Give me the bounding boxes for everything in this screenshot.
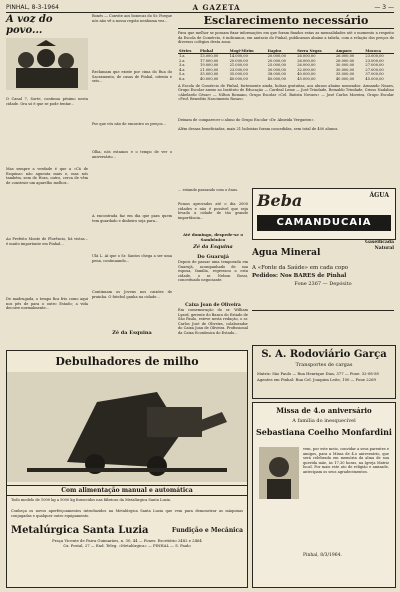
table-cell: 40.000,00 xyxy=(267,76,286,81)
table-cell: 1.a xyxy=(179,54,185,58)
table-cell: 23.000,00 xyxy=(365,58,384,63)
paragraph: De madrugada, o tempo fica frio como aqui nos pés de para o outro Estado; a vida decorre normalmente... xyxy=(6,297,88,311)
table-cell: 21.000,00 xyxy=(229,63,248,68)
header-date: PINHAL, 8-3-1964 xyxy=(6,3,59,11)
table-cell: 35.000,00 xyxy=(335,72,355,77)
agua-type: Gaseificada Natural xyxy=(365,240,394,251)
table-cell: 27.000,00 xyxy=(365,67,384,72)
memorial-date: Pinhal, 8/3/1964. xyxy=(303,553,342,558)
table-cell: 45.000,00 xyxy=(365,76,384,81)
memorial-notice xyxy=(252,402,396,588)
agua-title: Agua Mineral xyxy=(252,248,321,258)
paragraph: Em comemoração do sr. William Lyard, gerente do Banco do Estado de São Paulo, esteve nesta redação, o sr. Carlos José de Oliveira, colaborador do Caixa Joan de Oliveira. Profissional da Caixa Econômica do Estado... xyxy=(178,308,248,335)
company-name: Metalúrgica Santa Luzia xyxy=(11,525,149,536)
table-cell: 37.000,00 xyxy=(365,72,384,77)
table-cell: 3.a xyxy=(179,63,185,68)
machine-ad xyxy=(6,350,248,588)
paragraph: O Canal 7, Sorte, continua pésimo nesta cidade. Ora só é que se pode tentar... xyxy=(6,97,88,106)
machine-subtitle: Com alimentação manual e automática xyxy=(7,485,247,496)
table-cell: 40.000,00 xyxy=(200,76,219,81)
announcement-note: Deixam de comparecer o aluno do Grupo Escolar «Dr. Almeida Vergueiro». xyxy=(178,117,315,122)
table-cell: 32.000,00 xyxy=(297,67,316,72)
paragraph: Ao Prefeito Monte de Florêncio, há vistas... é muito importante em Pinhal... xyxy=(6,237,88,246)
crowd-illustration xyxy=(6,38,88,90)
table-cell: 40.000,00 xyxy=(229,76,248,81)
table-cell: 23.000,00 xyxy=(365,54,384,58)
newspaper-header xyxy=(6,2,394,13)
table-cell: 27.000,00 xyxy=(365,63,384,68)
table-cell: 30.000,00 xyxy=(335,63,355,68)
beba-ad xyxy=(252,188,396,240)
paragraph: Mas sempre a verdade é que a «Cá de Esquina» não aguenta mais e, mas nós também, sem de Hora, outro, cerca de vêm de construir um aparelho melhor... xyxy=(6,167,88,185)
paragraph: Olha, nós estamos e o tempo de ver o aniversário... xyxy=(92,150,172,159)
table-cell: 38.000,00 xyxy=(267,72,286,77)
paragraph: Reclamam que existe por cima do Rua do Sacramento, de casas de Pinhal, oitenta e seis... xyxy=(92,70,172,84)
memorial-subtitle: A família do inesquecível xyxy=(292,418,356,424)
beba-word: Beba xyxy=(257,191,303,210)
machine-footer: Cx. Postal, 27 — End. Teleg. «Metalúrgica» — PINHAL — S. Paulo xyxy=(63,543,191,548)
paragraph: Fomos aprovados até o dia 2000 cidades e não é possível que seja levado a cidade de tão grande importância... xyxy=(178,202,248,220)
table-cell: 5.a xyxy=(179,72,185,77)
table-header: Mococa xyxy=(364,49,394,54)
table-cell: 4.a xyxy=(179,67,185,72)
newspaper-title: A GAZETA xyxy=(192,2,241,12)
table-cell: 35.000,00 xyxy=(229,72,248,77)
company-agent: Agentes em Pinhal: Rua Cel. Joaquim Leite, 100 — Fone 2269 xyxy=(257,377,376,382)
paragraph: A encontrada faz em dia que para quem tem guardado e dinheiro seja para... xyxy=(92,214,172,223)
announcement-note: Além dessas beneficiadas, mais 21 bolsistas foram concedidas, sem total de 400 alunos. xyxy=(178,126,339,131)
table-header: Mogi-Mirim xyxy=(229,49,267,54)
table-cell: 45.000,00 xyxy=(297,76,316,81)
table-cell: 2.a xyxy=(179,58,185,63)
table-cell: 26.000,00 xyxy=(335,58,355,63)
table-cell: 30.000,00 xyxy=(335,67,355,72)
company-address: Matriz: São Paulo — Rua Henrique Dias, 377 — Fone: 32-08-58 xyxy=(257,371,379,376)
column-signature: Zé da Esquina xyxy=(193,244,233,250)
machine-desc: Todo modelo de 1000 kg a 5000 kg fornecidos nas fábricas da Metalúrgica Santa Luzia. xyxy=(11,498,172,502)
table-cell: 25.000,00 xyxy=(267,63,286,68)
table-cell: 20.000,00 xyxy=(267,58,286,63)
announcement-intro: Para que melhor se possam fixar informações em que foram fixados estas as mensalidades até o momento a respeito da Escola de Comércio, é indicamos, em anúncio do Pinhal, publicamos abaixo a tabela, com a relação dos preços de diversos colégios desta zona: xyxy=(178,31,394,45)
agua-line: A «Fonte da Saúde» em cada copo xyxy=(252,265,349,271)
table-cell: 6.a xyxy=(179,76,185,81)
machine-title: Debulhadores de milho xyxy=(55,355,199,368)
paragraph: Ulá L. Aí que o Sr. Santos chega a ser uma pena, continuando... xyxy=(92,254,172,263)
table-cell: 40.000,00 xyxy=(335,76,355,81)
table-cell: 14.000,00 xyxy=(229,54,248,58)
foundry-label: Fundição e Mecânica xyxy=(171,527,243,534)
table-cell: 13.000,00 xyxy=(200,54,219,58)
company-name: S. A. Rodoviário Garça xyxy=(261,349,387,360)
table-row xyxy=(178,77,394,82)
table-header: Séries xyxy=(178,49,199,54)
announcement-body: A Escola de Comércio de Pinhal, fortemente ainda, bolsas gratuitas, aos alunos abaixo nomeados: Armando Nunes, Grupo Escolar anexo ao Instituto de Educação — Cardeal Leme — José Trindade, Reinaldo Trindade, Crisso Nadalino «Abelardo César» — Nilton Romano, Grupo Escolar «Cel. Batista Novaes» — José Carlos Moreira, Grupo Escolar «Prof. Benedito Nascimento Rosas». xyxy=(178,83,394,102)
table-cell: 35.000,00 xyxy=(200,72,219,77)
section-title: Do Guarujá xyxy=(197,254,229,260)
announcement-title: Esclarecimento necessário xyxy=(178,14,394,29)
agua-phone: Fone 2367 — Depósito xyxy=(294,281,352,287)
table-cell: 21.000,00 xyxy=(200,67,219,72)
table-header: Pinhal xyxy=(199,49,229,54)
column-mid xyxy=(92,14,172,344)
column-signature: Zé da Esquina xyxy=(112,330,152,336)
beba-tagline: ÁGUA xyxy=(369,192,389,199)
section-title: Caixa Joan de Oliveira xyxy=(185,303,241,308)
column-headline: A voz do povo... xyxy=(6,14,53,36)
deceased-name: Sebastiana Coelho Monfardini xyxy=(256,427,392,437)
machine-footer: Praça Vicente de Paiva Guimarães, n. 30, 44 — Fones: Escritório 2482 e 2464 xyxy=(52,538,202,543)
rodoviario-ad xyxy=(252,345,396,399)
table-header: Itapira xyxy=(267,49,297,54)
table-cell: 26.000,00 xyxy=(335,54,355,58)
agua-line: Pedidos: Nos BARES de Pinhal xyxy=(252,273,347,279)
paragraph: Continuam os Jovens nos caixões de prainha. O futebol ganha na cidade... xyxy=(92,290,172,299)
page-number: — 3 — xyxy=(374,3,394,11)
memorial-text: vem, por este meio, convidar a seus parentes e amigos, para a Missa de 4.o aniversário, que será celebrada em memória da alma de sua querida mãe, às 17,30 horas, na Igreja Matriz local. Por mais este ato de religião e amizade, antecipam os seus agradecimentos. xyxy=(303,447,389,474)
table-cell: 30.000,00 xyxy=(267,67,286,72)
portrait-photo xyxy=(259,447,299,499)
closing-line: Até domingo, despede-se o Sambônico xyxy=(183,232,243,242)
table-cell: 19.000,00 xyxy=(200,63,219,68)
agua-ad xyxy=(252,240,394,311)
table-cell: 26.000,00 xyxy=(297,58,316,63)
table-header: Serra Negra xyxy=(296,49,335,54)
machine-desc: Conheça os novos aperfeiçoamentos introduzidos na Metalúrgica Santa Luzia que vem para demonstrar as máquinas conjugadas e qualquer outro equipamento. xyxy=(11,509,243,518)
table-cell: 17.000,00 xyxy=(200,58,219,63)
company-tagline: Transportes de cargas xyxy=(295,362,353,368)
memorial-title: Missa de 4.o aniversário xyxy=(276,406,372,415)
table-cell: 26.000,00 xyxy=(297,63,316,68)
table-cell: 23.000,00 xyxy=(229,67,248,72)
paragraph: ... estando passando com o ônus. xyxy=(178,188,239,192)
table-header: Amparo xyxy=(335,49,365,54)
thresher-illustration xyxy=(7,372,247,482)
paragraph: Bonés — Convite aos bonecas do Sr. Porque nós não vê a nossa região nenhuma vez... xyxy=(92,14,172,23)
table-cell: 40.000,00 xyxy=(297,72,316,77)
table-cell: 20.000,00 xyxy=(229,58,248,63)
table-cell: 26.000,00 xyxy=(297,54,316,58)
paragraph: Depois de passar uma temporada em Guarujá, acompanhado de sua esposa, familia, regressou a esta cidade, o sr. Nelson Rossi, conceituado negociante. xyxy=(178,260,248,283)
price-table xyxy=(178,49,394,82)
paragraph: Por que vós não de encontro os preços... xyxy=(92,122,166,126)
announcement xyxy=(178,14,394,184)
brand-banner: CAMANDUCAIA xyxy=(257,215,391,231)
table-cell: 20.000,00 xyxy=(267,54,286,58)
column-left xyxy=(6,14,88,344)
